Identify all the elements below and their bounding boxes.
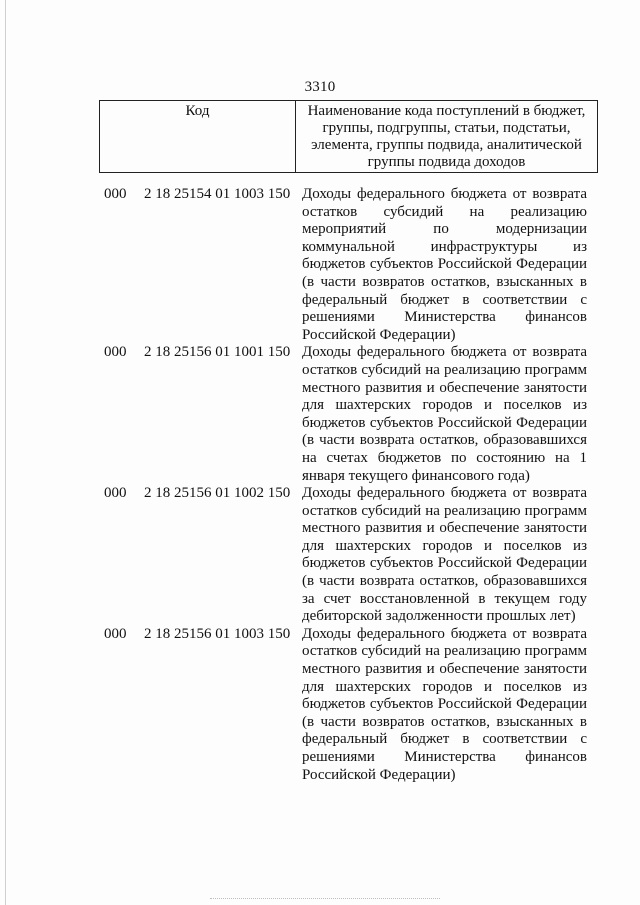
income-description: Доходы федерального бюджета от возврата остатков субсидий на реализацию программ местного развития и обеспечение занятости для шахтерских городов и поселков из бюджетов субъектов Российской Федерации (в части возврата остатков, образовавшихся за счет восстановленной в текущем году дебиторской задолженности прошлых лет)	[302, 485, 587, 625]
income-code: 2 18 25156 01 1002 150	[144, 485, 291, 502]
table-row	[0, 626, 640, 784]
table-row	[0, 186, 640, 344]
header-name-cell: Наименование кода поступлений в бюджет, группы, подгруппы, статьи, подстатьи, элемента, группы подвида, аналитической группы подвида доходов	[307, 103, 586, 170]
header-code-cell: Код	[100, 101, 296, 172]
income-codes-list	[0, 186, 640, 784]
income-code: 2 18 25154 01 1003 150	[144, 186, 291, 202]
table-header	[99, 100, 598, 173]
scan-artifact-line	[210, 898, 440, 900]
admin-code: 000	[104, 344, 127, 361]
admin-code: 000	[104, 186, 127, 202]
table-row	[0, 485, 640, 626]
income-code: 2 18 25156 01 1001 150	[144, 344, 291, 361]
admin-code: 000	[104, 625, 127, 642]
income-code: 2 18 25156 01 1003 150	[144, 625, 291, 642]
page-number: 3310	[304, 79, 336, 95]
income-description: Доходы федерального бюджета от возврата остатков субсидий на реализацию мероприятий по модернизации коммунальной инфраструктуры из бюджетов субъектов Российской Федерации (в части возвратов остатков, взысканных в федеральный бюджет в соответствии с решениями Министерства финансов Российской Федерации)	[302, 186, 587, 343]
income-description: Доходы федерального бюджета от возврата остатков субсидий на реализацию программ местного развития и обеспечение занятости для шахтерских городов и поселков из бюджетов субъектов Российской Федерации (в части возврата остатков, образовавшихся на счетах бюджетов по состоянию на 1 января текущего финансового года)	[302, 344, 587, 484]
income-description: Доходы федерального бюджета от возврата остатков субсидий на реализацию программ местного развития и обеспечение занятости для шахтерских городов и поселков из бюджетов субъектов Российской Федерации (в части возвратов остатков, взысканных в федеральный бюджет в соответствии с решениями Министерства финансов Российской Федерации)	[302, 625, 587, 783]
table-row	[0, 344, 640, 485]
admin-code: 000	[104, 485, 127, 502]
